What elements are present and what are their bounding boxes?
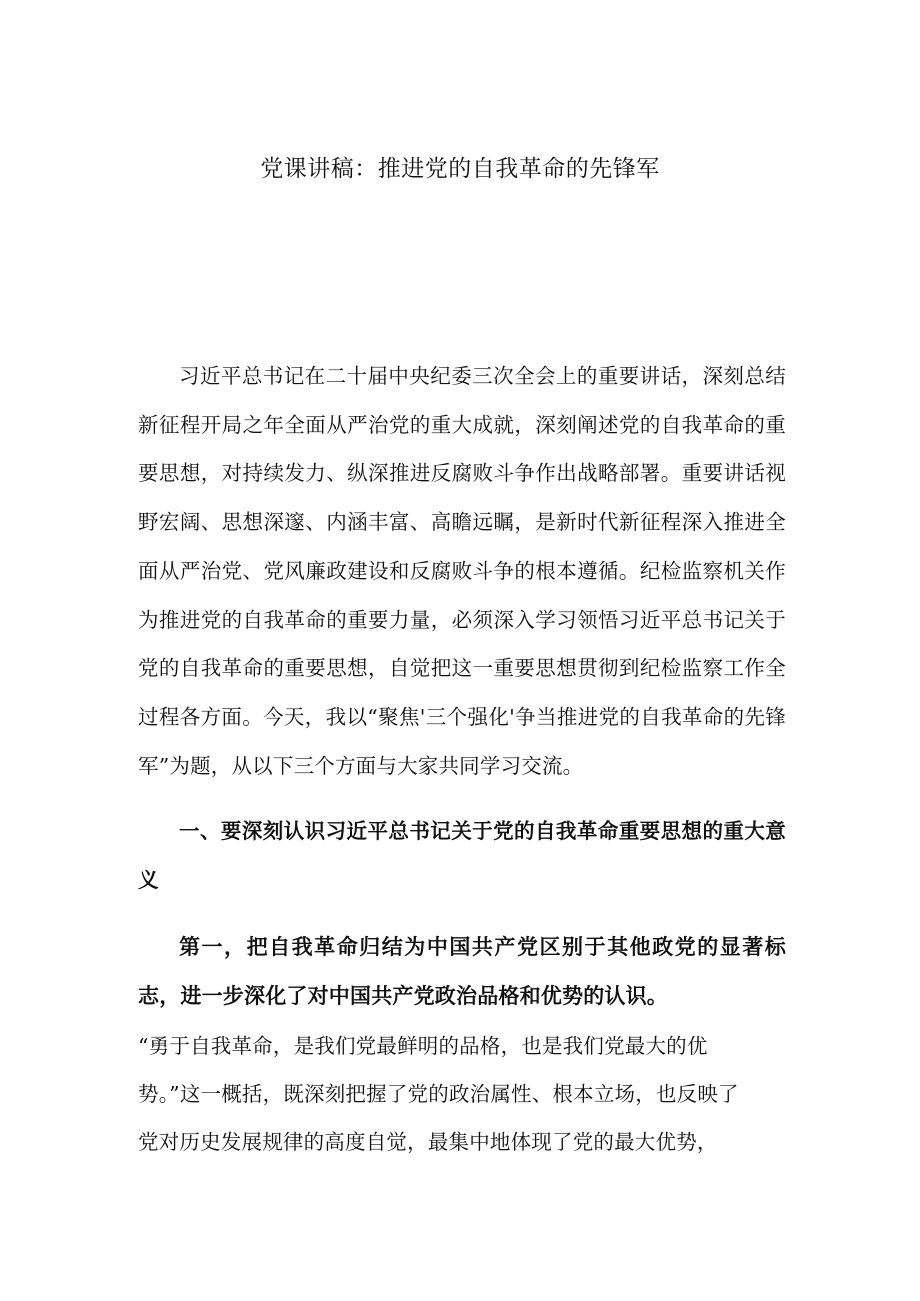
quote-paragraph: “勇于自我革命，是我们党最鲜明的品格，也是我们党最大的优势。”这一概括，既深刻把握了党的政治属性、根本立场，也反映了党对历史发展规律的高度自觉，最集中地体现了党的最大优势， [138,1034,739,1154]
subsection-heading: 第一，把自我革命归结为中国共产党区别于其他政党的显著标志，进一步深化了对中国共产党政治品格和优势的认识。 [138,934,786,1008]
document-title: 党课讲稿：推进党的自我革命的先锋军 [260,156,660,182]
section-heading: 一、要深刻认识习近平总书记关于党的自我革命重要思想的重大意义 [138,819,786,892]
intro-paragraph: 习近平总书记在二十届中央纪委三次全会上的重要讲话，深刻总结新征程开局之年全面从严治党的重大成就，深刻阐述党的自我革命的重要思想，对持续发力、纵深推进反腐败斗争作出战略部署。重要讲话视野宏阔、思想深邃、内涵丰富、高瞻远瞩，是新时代新征程深入推进全面从严治党、党风廉政建设和反腐败斗争的根本遵循。纪检监察机关作为推进党的自我革命的重要力量，必须深入学习领悟习近平总书记关于党的自我革命的重要思想，自觉把这一重要思想贯彻到纪检监察工作全过程各方面。今天，我以“聚焦'三个强化'争当推进党的自我革命的先锋军”为题，从以下三个方面与大家共同学习交流。 [138,364,786,778]
